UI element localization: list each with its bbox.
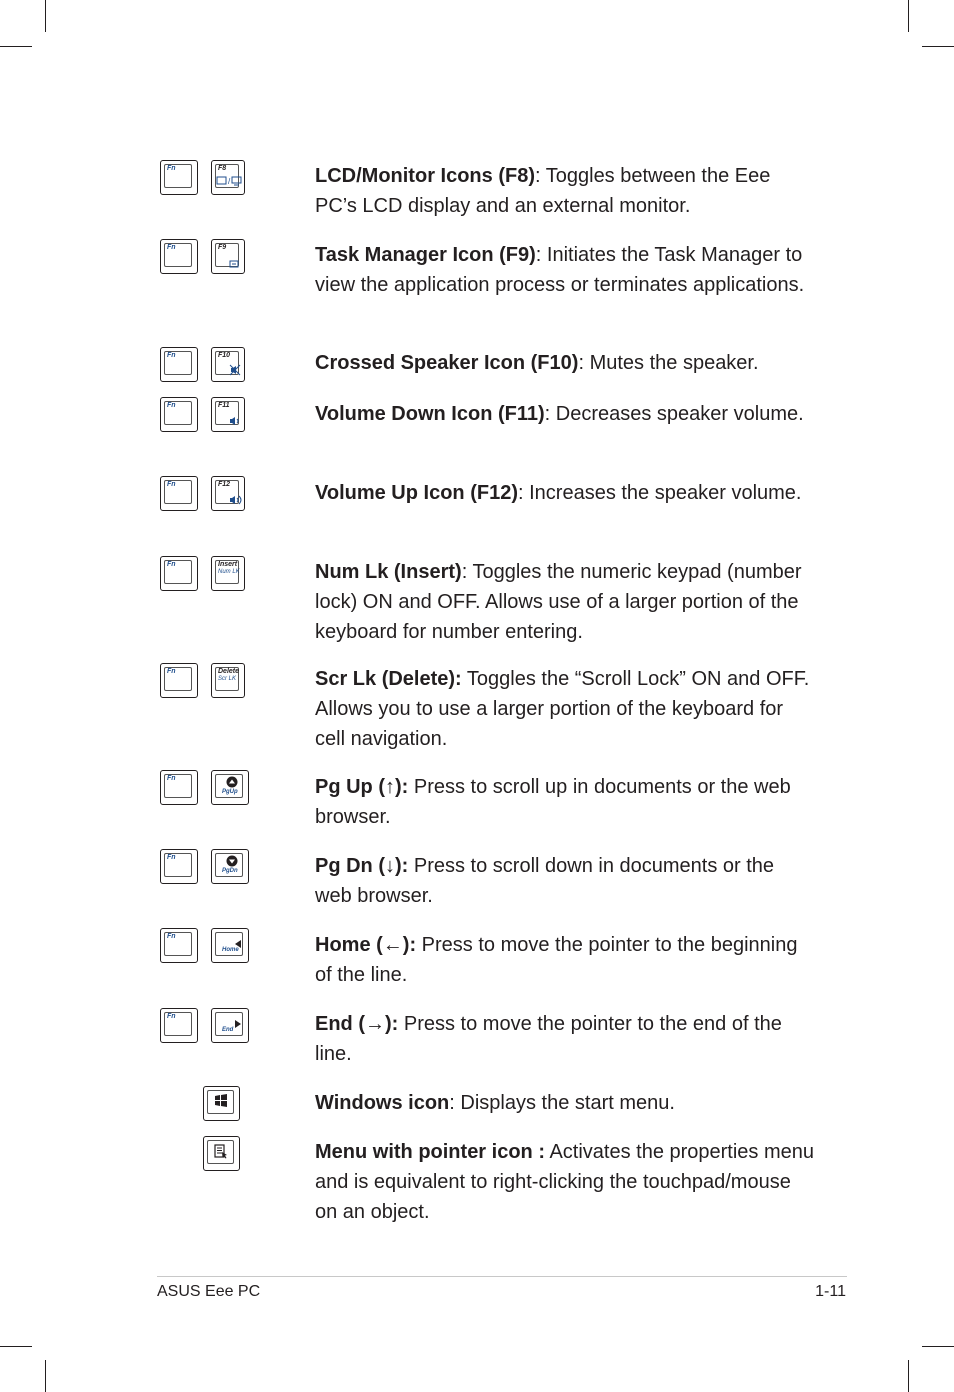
key-description-text: Decreases speaker volume. bbox=[555, 403, 804, 425]
separator: : bbox=[534, 165, 546, 187]
key-description-text: Press to scroll down in documents or the web browser. bbox=[315, 855, 775, 907]
crop-mark bbox=[0, 1346, 32, 1347]
key-description-text: Toggles between the Eee PC’s LCD display and an external monitor. bbox=[315, 165, 771, 217]
footer-page-number: 1-11 bbox=[815, 1283, 846, 1300]
task-manager-icon bbox=[229, 255, 239, 273]
key-description bbox=[315, 348, 815, 378]
arrow-right-icon bbox=[234, 1015, 242, 1033]
key-label: End bbox=[222, 1027, 234, 1033]
fn-key bbox=[160, 849, 198, 884]
f10-key bbox=[211, 347, 245, 382]
key-description-title: Task Manager Icon (F9) bbox=[315, 244, 536, 266]
fn-key bbox=[160, 239, 198, 274]
key-description-title: Home (←): bbox=[315, 934, 417, 956]
arrow-up-icon bbox=[226, 775, 238, 793]
key-label: Fn bbox=[167, 1013, 176, 1020]
key-description bbox=[315, 772, 815, 832]
separator: : bbox=[449, 1092, 461, 1114]
key-description-title: End (→): bbox=[315, 1013, 399, 1035]
key-description bbox=[315, 478, 815, 508]
f8-key bbox=[211, 160, 245, 195]
fn-key bbox=[160, 770, 198, 805]
key-label: Fn bbox=[167, 402, 176, 409]
crossed-speaker-icon bbox=[229, 363, 241, 381]
fn-key bbox=[160, 160, 198, 195]
fn-key bbox=[160, 476, 198, 511]
key-label: Fn bbox=[167, 481, 176, 488]
key-description-title: Windows icon bbox=[315, 1092, 450, 1114]
f12-key bbox=[211, 476, 245, 511]
key-description-text: Initiates the Task Manager to view the application process or terminates applications. bbox=[315, 244, 805, 296]
key-label: Fn bbox=[167, 244, 176, 251]
fn-key bbox=[160, 663, 198, 698]
f9-key bbox=[211, 239, 245, 274]
key-description-title: Scr Lk (Delete): bbox=[315, 668, 462, 690]
key-description-text: Activates the properties menu and is equivalent to right-clicking the touchpad/mouse on an object. bbox=[315, 1141, 815, 1223]
key-description bbox=[315, 161, 815, 221]
fn-key bbox=[160, 347, 198, 382]
key-description-text: Toggles the “Scroll Lock” ON and OFF. Allows you to use a larger portion of the keyboard for cell navigation. bbox=[315, 668, 810, 750]
key-description-text: Mutes the speaker. bbox=[589, 352, 759, 374]
key-label: Fn bbox=[167, 854, 176, 861]
f11-key bbox=[211, 397, 245, 432]
key-description bbox=[315, 851, 815, 911]
separator: : bbox=[517, 482, 530, 504]
key-label: F10 bbox=[218, 352, 231, 359]
key-label: Fn bbox=[167, 165, 176, 172]
key-label: Fn bbox=[167, 775, 176, 782]
crop-mark bbox=[0, 46, 32, 47]
footer-divider bbox=[157, 1276, 847, 1277]
key-label: F8 bbox=[218, 165, 227, 172]
key-label: Fn bbox=[167, 561, 176, 568]
windows-icon bbox=[214, 1094, 228, 1112]
key-description bbox=[315, 930, 815, 990]
fn-key bbox=[160, 1008, 198, 1043]
home-key bbox=[211, 928, 249, 963]
crop-mark bbox=[45, 1360, 46, 1392]
key-description-text: Toggles the numeric keypad (number lock) ON and OFF. Allows use of a larger portion of the keyboard for number entering. bbox=[315, 561, 802, 643]
key-description-title: Crossed Speaker Icon (F10) bbox=[315, 352, 579, 374]
separator: : bbox=[461, 561, 473, 583]
key-description-title: Volume Up Icon (F12) bbox=[315, 482, 518, 504]
fn-key bbox=[160, 928, 198, 963]
volume-down-icon bbox=[229, 413, 241, 431]
end-key bbox=[211, 1008, 249, 1043]
key-description-text: Increases the speaker volume. bbox=[529, 482, 802, 504]
crop-mark bbox=[922, 46, 954, 47]
volume-up-icon bbox=[229, 492, 243, 510]
key-description bbox=[315, 240, 815, 300]
key-label: Home bbox=[222, 947, 239, 953]
key-description-title: Menu with pointer icon : bbox=[315, 1141, 545, 1163]
key-description bbox=[315, 1088, 815, 1118]
crop-mark bbox=[908, 1360, 909, 1392]
key-description bbox=[315, 557, 815, 647]
separator: : bbox=[544, 403, 556, 425]
delete-key bbox=[211, 663, 245, 698]
key-label: Delete bbox=[218, 668, 240, 675]
key-description-title: Pg Up (↑): bbox=[315, 776, 409, 798]
key-description-text: Press to scroll up in documents or the web browser. bbox=[315, 776, 791, 828]
fn-key bbox=[160, 397, 198, 432]
key-label: Fn bbox=[167, 352, 176, 359]
key-label: Fn bbox=[167, 933, 176, 940]
key-label: PgDn bbox=[222, 868, 238, 874]
key-description-text: Displays the start menu. bbox=[460, 1092, 675, 1114]
key-sublabel: Scr LK bbox=[218, 676, 237, 682]
crop-mark bbox=[45, 0, 46, 32]
monitor-toggle-icon bbox=[216, 173, 242, 191]
arrow-left-icon bbox=[234, 935, 242, 953]
key-label: F11 bbox=[218, 402, 230, 409]
key-label: Insert bbox=[218, 561, 238, 568]
footer-product-name: ASUS Eee PC bbox=[157, 1283, 261, 1300]
key-description-title: Volume Down Icon (F11) bbox=[315, 403, 545, 425]
key-description-title: Num Lk (Insert) bbox=[315, 561, 462, 583]
svg-text:/: / bbox=[228, 177, 231, 186]
key-label: Fn bbox=[167, 668, 176, 675]
key-label: F9 bbox=[218, 244, 227, 251]
key-description-text: Press to move the pointer to the beginning of the line. bbox=[315, 934, 798, 986]
key-description-title: LCD/Monitor Icons (F8) bbox=[315, 165, 535, 187]
fn-key bbox=[160, 556, 198, 591]
crop-mark bbox=[922, 1346, 954, 1347]
menu-pointer-key bbox=[203, 1136, 240, 1171]
crop-mark bbox=[908, 0, 909, 32]
windows-key bbox=[203, 1086, 240, 1121]
menu-pointer-icon bbox=[214, 1144, 228, 1164]
pgup-key bbox=[211, 770, 249, 805]
pgdn-key bbox=[211, 849, 249, 884]
key-description bbox=[315, 399, 815, 429]
key-sublabel: Num LK bbox=[218, 569, 240, 575]
separator: : bbox=[535, 244, 547, 266]
key-description-title: Pg Dn (↓): bbox=[315, 855, 409, 877]
separator: : bbox=[578, 352, 590, 374]
key-description bbox=[315, 664, 815, 754]
key-label: PgUp bbox=[222, 789, 238, 795]
key-description bbox=[315, 1009, 815, 1069]
key-description-text: Press to move the pointer to the end of the line. bbox=[315, 1013, 782, 1065]
arrow-down-icon bbox=[226, 854, 238, 872]
insert-key bbox=[211, 556, 245, 591]
key-description bbox=[315, 1137, 815, 1227]
key-label: F12 bbox=[218, 481, 231, 488]
